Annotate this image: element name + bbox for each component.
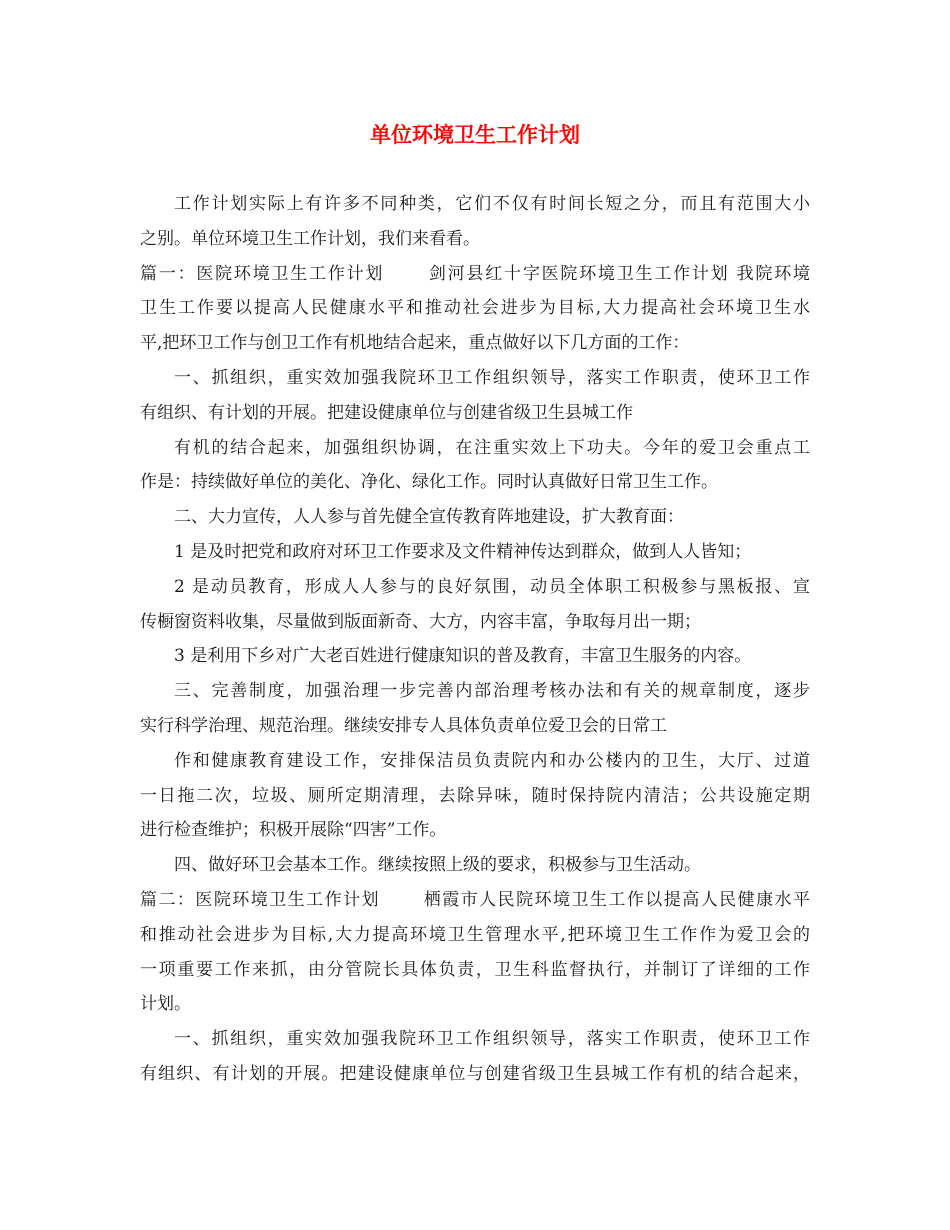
body-line: 篇二：医院环境卫生工作计划 栖霞市人民院环境卫生工作以提高人民健康水平 — [140, 890, 810, 910]
body-line: 一、抓组织，重实效加强我院环卫工作组织领导，落实工作职责，使环卫工作 — [174, 1029, 810, 1050]
body-line: 平,把环卫工作与创卫工作有机地结合起来，重点做好以下几方面的工作： — [140, 333, 690, 354]
body-line: 三、完善制度，加强治理一步完善内部治理考核办法和有关的规章制度，逐步 — [174, 681, 810, 702]
body-line: 计划。 — [140, 994, 191, 1015]
body-line: 作是：持续做好单位的美化、净化、绿化工作。同时认真做好日常卫生工作。 — [140, 472, 718, 493]
body-line: 一项重要工作来抓，由分管院长具体负责，卫生科监督执行，并制订了详细的工作 — [140, 959, 810, 980]
body-line: 工作计划实际上有许多不同种类，它们不仅有时间长短之分，而且有范围大小 — [174, 194, 810, 214]
body-line: 2 是动员教育，形成人人参与的良好氛围，动员全体职工积极参与黑板报、宣 — [174, 576, 810, 597]
body-line: 之别。单位环境卫生工作计划，我们来看看。 — [140, 228, 480, 249]
body-line: 1 是及时把党和政府对环卫工作要求及文件精神传达到群众，做到人人皆知； — [174, 542, 752, 562]
body-line: 一日拖二次，垃圾、厕所定期清理，去除异味，随时保持院内清洁；公共设施定期 — [140, 785, 810, 806]
body-line: 卫生工作要以提高人民健康水平和推动社会进步为目标,大力提高社会环境卫生水 — [140, 298, 810, 319]
body-line: 实行科学治理、规范治理。继续安排专人具体负责单位爱卫会的日常工 — [140, 716, 667, 736]
body-line: 二、大力宣传，人人参与首先健全宣传教育阵地建设，扩大教育面： — [174, 507, 684, 528]
body-line: 有组织、有计划的开展。把建设健康单位与创建省级卫生县城工作有机的结合起来， — [140, 1064, 810, 1084]
body-line: 四、做好环卫会基本工作。继续按照上级的要求，积极参与卫生活动。 — [174, 855, 701, 876]
body-line: 有组织、有计划的开展。把建设健康单位与创建省级卫生县城工作 — [140, 402, 633, 423]
body-line: 一、抓组织，重实效加强我院环卫工作组织领导，落实工作职责，使环卫工作 — [174, 368, 810, 388]
body-line: 篇一：医院环境卫生工作计划 剑河县红十字医院环境卫生工作计划 我院环境 — [140, 263, 810, 284]
body-line: 3 是利用下乡对广大老百姓进行健康知识的普及教育，丰富卫生服务的内容。 — [174, 646, 752, 667]
document-title: 单位环境卫生工作计划 — [370, 123, 580, 147]
body-line: 进行检查维护；积极开展除“四害”工作。 — [140, 820, 447, 841]
body-line: 和推动社会进步为目标,大力提高环境卫生管理水平,把环境卫生工作作为爱卫会的 — [140, 924, 810, 945]
body-line: 作和健康教育建设工作，安排保洁员负责院内和办公楼内的卫生，大厅、过道 — [174, 750, 810, 771]
body-line: 传橱窗资料收集，尽量做到版面新奇、大方，内容丰富，争取每月出一期； — [140, 611, 701, 632]
body-line: 有机的结合起来，加强组织协调，在注重实效上下功夫。今年的爱卫会重点工 — [174, 437, 810, 458]
